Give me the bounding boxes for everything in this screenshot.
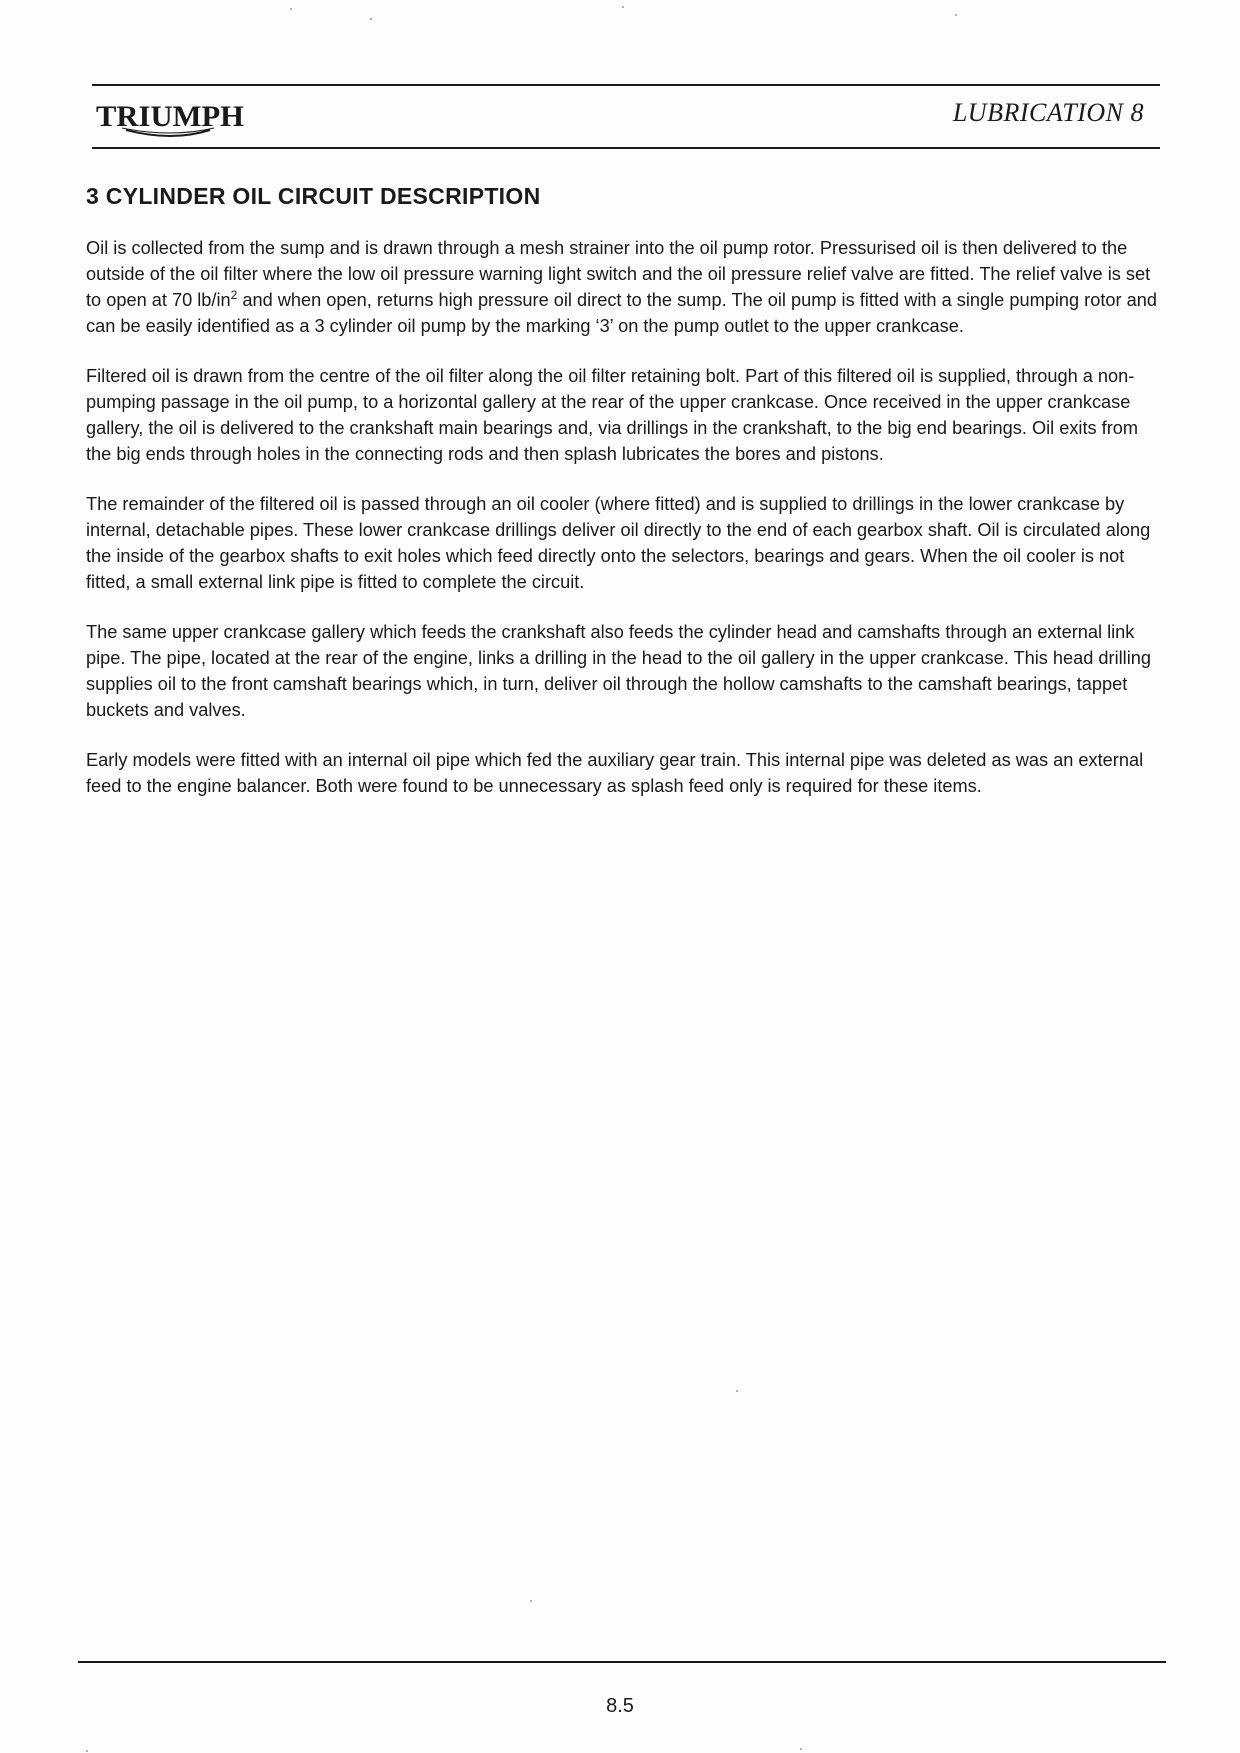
header-bottom-rule bbox=[92, 147, 1160, 149]
scan-speck bbox=[800, 1748, 802, 1750]
scan-speck bbox=[370, 18, 372, 20]
scan-speck bbox=[86, 1750, 88, 1752]
paragraph-cylinder-head: The same upper crankcase gallery which feeds the crankshaft also feeds the cylinder head and camshafts through an external link pipe. The pipe, located at the rear of the engine, links a drilling in the head to the oil gallery in the upper crankcase. This head drilling supplies oil to the front camshaft bearings which, in turn, deliver oil through the hollow camshafts to the camshaft bearings, tappet buckets and valves. bbox=[86, 622, 1151, 720]
scan-speck bbox=[736, 1390, 738, 1392]
paragraph-oil-cooler: The remainder of the filtered oil is passed through an oil cooler (where fitted) and is supplied to drillings in the lower crankcase by internal, detachable pipes. These lower crankcase drillings deliver oil directly to the end of each gearbox shaft. Oil is circulated along the inside of the gearbox shafts to exit holes which feed directly onto the selectors, bearings and gears. When the oil cooler is not fitted, a small external link pipe is fitted to complete the circuit. bbox=[86, 494, 1151, 592]
chapter-title: LUBRICATION 8 bbox=[952, 98, 1144, 127]
paragraph-filtered-oil: Filtered oil is drawn from the centre of the oil filter along the oil filter retaining bolt. Part of this filtered oil is supplied, through a non-pumping passage in the oil pump, to a horizontal gallery at the rear of the upper crankcase. Once received in the upper crankcase gallery, the oil is delivered to the crankshaft main bearings and, via drillings in the crankshaft, to the big end bearings. Oil exits from the big ends through holes in the connecting rods and then splash lubricates the bores and pistons. bbox=[86, 366, 1139, 464]
paragraph-oil-pump: Oil is collected from the sump and is drawn through a mesh strainer into the oil pump rotor. Pressurised oil is then delivered to the outside of the oil filter where the low oil pressure warning light switch and the oil pressure relief valve are fitted. The relief valve is set to open at 70 $lb/in^2$ and when open, returns high pressure oil direct to the sump. The oil pump is fitted with a single pumping rotor and can be easily identified as a 3 cylinder oil pump by the marking ‘3’ on the pump outlet to the upper crankcase. bbox=[86, 238, 1157, 336]
footer-rule bbox=[78, 1661, 1166, 1663]
section-title: 3 CYLINDER OIL CIRCUIT DESCRIPTION bbox=[86, 183, 541, 209]
superscript-2: 2 bbox=[230, 287, 238, 302]
body-text bbox=[86, 235, 1166, 823]
header-top-rule bbox=[92, 84, 1160, 86]
paragraph-early-models: Early models were fitted with an internal oil pipe which fed the auxiliary gear train. This internal pipe was deleted as was an external feed to the engine balancer. Both were found to be unnecessary as splash feed only is required for these items. bbox=[86, 750, 1144, 796]
scan-speck bbox=[530, 1600, 532, 1602]
scan-speck bbox=[622, 6, 624, 8]
scan-speck bbox=[955, 14, 957, 16]
svg-text:TRIUMPH: TRIUMPH bbox=[96, 100, 244, 133]
page-number: 8.5 bbox=[606, 1695, 634, 1717]
triumph-logo bbox=[92, 94, 252, 142]
scan-speck bbox=[290, 8, 292, 10]
